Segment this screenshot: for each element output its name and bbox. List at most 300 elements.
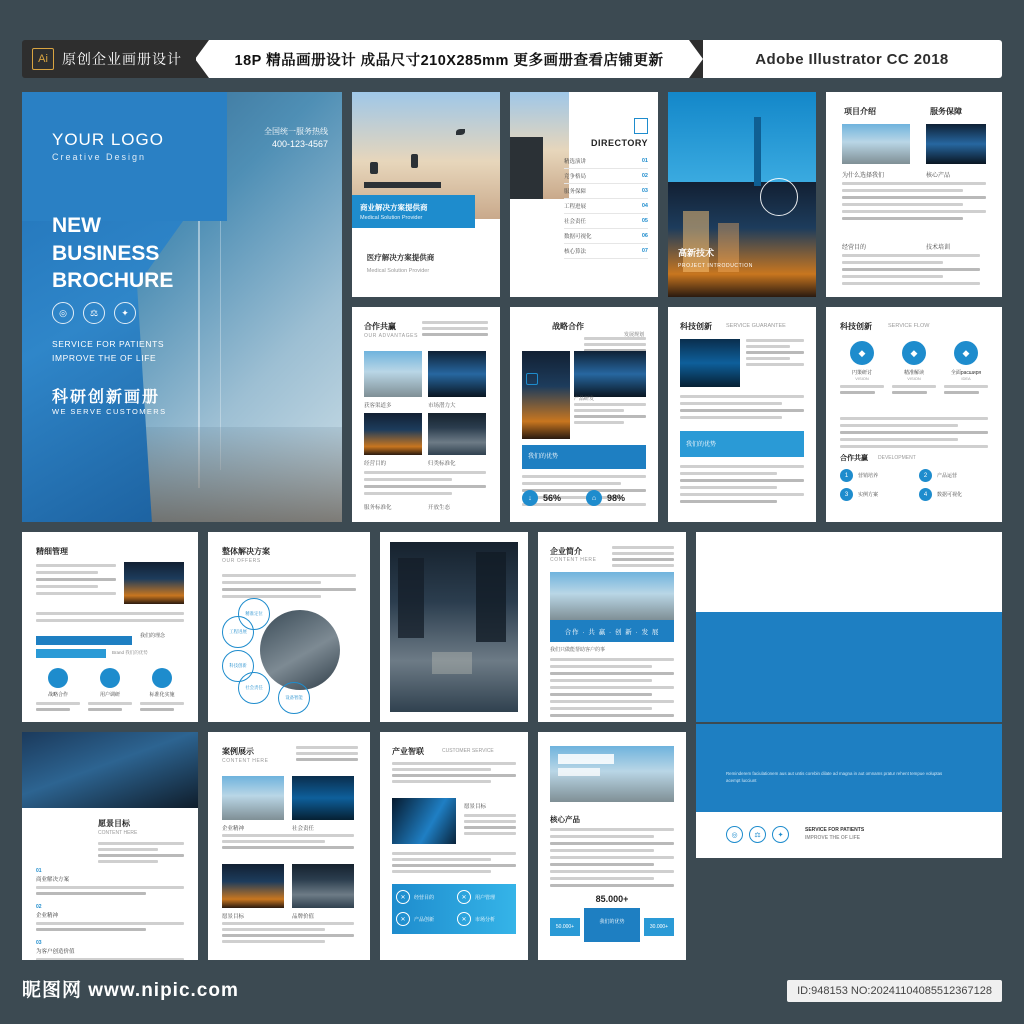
text-line — [98, 842, 184, 845]
industry-photo — [392, 798, 456, 844]
directory-item-label: 核心算法 — [564, 249, 587, 255]
flow-title-en: SERVICE FLOW — [888, 323, 930, 329]
solutions-title-en: OUR OFFERS — [222, 558, 261, 564]
solutions-photo-circle — [260, 610, 340, 690]
fine-item[interactable] — [140, 668, 184, 711]
cover-title-line2: BUSINESS — [52, 241, 160, 265]
cases-bottom-lines — [222, 922, 354, 946]
industry-tag[interactable] — [457, 890, 512, 904]
flow-lines — [840, 417, 988, 452]
text-line — [392, 864, 516, 867]
text-line — [364, 471, 486, 474]
directory-item-label: 社会责任 — [564, 219, 587, 225]
text-line — [680, 395, 804, 398]
vision-header-lines — [98, 842, 184, 866]
company-title-cn: 企业简介 — [550, 547, 582, 556]
core-overlay-bar-2 — [558, 768, 600, 776]
fine-item-label: 用户调研 — [99, 692, 120, 698]
industry-caption: 愿景目标 — [464, 804, 487, 810]
flow-step-number: 3 — [840, 488, 853, 501]
vision-item[interactable] — [36, 940, 184, 960]
text-line — [550, 849, 654, 852]
medical-tag — [352, 195, 475, 228]
blue-bottom-icons — [726, 826, 864, 843]
flow-step[interactable] — [919, 469, 988, 482]
text-line — [392, 780, 491, 783]
text-line — [842, 210, 986, 213]
solution-bubble[interactable]: 社会责任 — [238, 672, 270, 704]
text-line — [680, 416, 782, 419]
flow-step-number: 4 — [919, 488, 932, 501]
text-line — [550, 856, 674, 859]
industry-tag[interactable] — [396, 912, 451, 926]
advantages-cap-3: 归类标准化 — [428, 461, 456, 467]
fine-item[interactable] — [88, 668, 132, 711]
text-line — [296, 758, 358, 761]
advantages-cap-5: 开放生态 — [428, 505, 451, 511]
flow-step[interactable] — [840, 488, 909, 501]
fine-item-label: 标准化实施 — [149, 692, 175, 698]
cases-label-1: 社会责任 — [292, 826, 315, 832]
text-line — [522, 482, 621, 485]
text-line — [392, 852, 516, 855]
notch-right — [689, 40, 703, 78]
solution-bubble[interactable]: 科技创新 — [222, 650, 254, 682]
flow-card-icon: ◆ — [850, 341, 874, 365]
text-line — [464, 820, 516, 823]
cover-title-line3: BROCHURE — [52, 269, 174, 293]
fine-item-icon — [152, 668, 172, 688]
text-line — [464, 814, 516, 817]
cases-header-lines — [296, 746, 358, 764]
text-line — [574, 421, 624, 424]
text-line — [296, 746, 358, 749]
text-line — [36, 585, 98, 588]
vision-item-number: 02 — [36, 904, 42, 910]
page-strategy — [510, 307, 658, 522]
directory-title: DIRECTORY — [590, 138, 648, 148]
directory-icon — [634, 118, 648, 134]
text-line — [574, 409, 624, 412]
text-line — [680, 402, 782, 405]
text-line — [222, 940, 325, 943]
text-line — [422, 333, 488, 336]
text-line — [36, 612, 184, 615]
text-line — [222, 840, 325, 843]
leaf-icon: ✦ — [114, 302, 136, 324]
fine-item[interactable] — [36, 668, 80, 711]
page-vision — [22, 732, 198, 960]
text-line — [840, 431, 988, 434]
industry-header-lines — [392, 762, 516, 786]
industry-tag-icon: ✕ — [457, 890, 471, 904]
industry-title-en: CUSTOMER SERVICE — [442, 748, 494, 754]
flow-card-subtitle: IDEA — [961, 376, 971, 381]
page-blue-list — [696, 532, 1002, 722]
fine-items — [36, 668, 184, 711]
text-line — [392, 870, 491, 873]
strategy-banner: 我们的优势 — [528, 454, 559, 460]
directory-item-number: 06 — [641, 233, 648, 239]
directory-item[interactable] — [564, 244, 648, 259]
cover-tagline — [52, 337, 164, 366]
text-line — [550, 877, 654, 880]
flow-card[interactable] — [892, 341, 936, 394]
top-banner-right — [702, 40, 1002, 78]
page-solutions — [208, 532, 370, 722]
text-line — [550, 693, 652, 696]
directory-item-number: 04 — [641, 203, 648, 209]
flow-card-title: 全面расширя — [950, 370, 982, 376]
top-banner — [22, 40, 1002, 78]
vision-items — [36, 868, 184, 960]
strategy-cap-top: 发展规划 — [623, 332, 644, 338]
text-line — [612, 558, 674, 561]
industry-tag-label: 经营目的 — [414, 894, 435, 901]
directory-item-label: 竞争格局 — [564, 174, 587, 180]
page-hitech — [668, 92, 816, 297]
cover-title — [52, 212, 173, 295]
company-title-en: CONTENT HERE — [550, 557, 597, 563]
flow-card-subtitle: VISION — [907, 376, 921, 381]
text-line — [364, 478, 452, 481]
cover-tagline-1: SERVICE FOR PATIENTS — [52, 339, 165, 349]
text-line — [840, 417, 988, 420]
page-blue-list-lower — [696, 724, 1002, 858]
strategy-title-cn: 战略合作 — [552, 322, 584, 331]
page-project-intro — [826, 92, 1002, 297]
fine-top-lines — [36, 564, 116, 599]
text-line — [392, 762, 516, 765]
text-line — [680, 486, 777, 489]
text-line — [222, 834, 354, 837]
text-line — [364, 492, 452, 495]
flow-card-icon: ◆ — [902, 341, 926, 365]
text-line — [746, 357, 790, 360]
industry-tag[interactable] — [396, 890, 451, 904]
project-intro-title-right: 服务保障 — [930, 107, 962, 116]
hitech-ring-icon — [760, 178, 798, 216]
hotline-number: 400-123-4567 — [271, 139, 328, 149]
top-banner-left-title: 原创企业画册设计 — [62, 51, 182, 67]
text-line — [574, 403, 646, 406]
cases-title-en: CONTENT HERE — [222, 758, 269, 764]
vision-item-number: 03 — [36, 940, 42, 946]
cases-mid-lines — [222, 834, 354, 852]
flow-step-label: 实例方案 — [858, 492, 879, 498]
page-guarantee — [668, 307, 816, 522]
solution-bubble[interactable]: 设备智能 — [278, 682, 310, 714]
text-line — [36, 564, 116, 567]
page-fine-management — [22, 532, 198, 722]
core-stat-right: 30.000+ — [649, 924, 669, 930]
text-line — [550, 870, 674, 873]
globe-icon: ◎ — [726, 826, 743, 843]
directory-item[interactable] — [564, 199, 648, 214]
project-intro-title-left: 项目介绍 — [844, 107, 876, 116]
fine-mid-lines — [36, 612, 184, 626]
text-line — [98, 854, 184, 857]
text-line — [392, 768, 491, 771]
flow-title-cn: 科技创新 — [840, 322, 872, 331]
solutions-title-cn: 整体解决方案 — [222, 547, 270, 556]
text-line — [222, 934, 354, 937]
directory-item-number: 07 — [641, 248, 648, 254]
cover-cn-title: 科研创新画册 — [52, 389, 161, 406]
directory-item[interactable] — [564, 229, 648, 244]
flow-step-number: 2 — [919, 469, 932, 482]
core-stat-left: 50.000+ — [555, 924, 575, 930]
directory-item[interactable] — [564, 214, 648, 229]
guarantee-title-cn: 科技创新 — [680, 322, 712, 331]
site-watermark: 昵图网 www.nipic.com — [22, 980, 239, 1001]
company-banner: 合作 · 共 赢 · 创 新 · 发 展 — [564, 628, 660, 636]
text-line — [550, 842, 674, 845]
strategy-mid-lines — [574, 403, 646, 427]
text-line — [746, 363, 804, 366]
strategy-cap-mid: 产品研发 — [574, 396, 595, 402]
directory-item[interactable] — [564, 154, 648, 169]
text-line — [222, 574, 356, 577]
vision-item[interactable] — [36, 904, 184, 931]
flow-card[interactable] — [944, 341, 988, 394]
text-line — [584, 343, 646, 346]
company-body-lines — [550, 658, 674, 721]
page-flow — [826, 307, 1002, 522]
text-line — [612, 564, 674, 567]
download-icon: ↓ — [522, 490, 538, 506]
advantages-header-lines — [422, 321, 488, 339]
flow-step-label: 产品运营 — [937, 473, 958, 479]
text-line — [612, 546, 674, 549]
flow-steps — [840, 469, 988, 501]
cases-label-0: 企业精神 — [222, 826, 245, 832]
text-line — [550, 835, 654, 838]
text-line — [36, 571, 98, 574]
text-line — [680, 493, 804, 496]
flow-cards — [840, 341, 988, 394]
medical-caption-en: Medical Solution Provider — [366, 268, 430, 275]
page-advantages — [352, 307, 500, 522]
flow-card-title: 精准解读 — [903, 370, 924, 376]
core-overlay-bar-1 — [558, 754, 614, 764]
solution-bubble[interactable]: 精准定位 — [238, 598, 270, 630]
cases-title-cn: 案例展示 — [222, 747, 254, 756]
vision-item[interactable] — [36, 868, 184, 895]
text-line — [680, 409, 804, 412]
advantages-cap-0: 获客渠道多 — [364, 403, 392, 409]
directory-item-number: 05 — [641, 218, 648, 224]
cases-label-2: 愿景目标 — [222, 914, 245, 920]
industry-tag-label: 产品创新 — [414, 916, 435, 923]
directory-item[interactable] — [564, 184, 648, 199]
text-line — [842, 196, 986, 199]
solution-bubble[interactable]: 工程进展 — [222, 616, 254, 648]
text-line — [842, 189, 963, 192]
vision-item-label: 企业精神 — [36, 913, 59, 919]
project-cap-right2: 技术培训 — [926, 245, 951, 251]
text-line — [550, 707, 652, 710]
handshake-icon: ⚖ — [749, 826, 766, 843]
directory-item-label: 服务保障 — [564, 189, 587, 195]
text-line — [392, 858, 491, 861]
industry-mid-lines — [392, 852, 516, 876]
advantages-cap-1: 市场潜力大 — [428, 403, 456, 409]
text-line — [840, 445, 988, 448]
text-line — [550, 686, 674, 689]
text-line — [550, 658, 674, 661]
blue-paragraph: Reminderem faciulationem aus aut untis corebin dilate ad magna in aut omnams pratur rehent tempue voluptas acempt lucciunt — [726, 771, 943, 784]
industry-tags — [396, 890, 512, 926]
strategy-stat-1-value: 56% — [543, 493, 562, 503]
core-stat-main: 85.000+ — [595, 894, 629, 904]
text-line — [842, 261, 943, 264]
industry-tag-icon: ✕ — [457, 912, 471, 926]
text-line — [550, 700, 674, 703]
top-banner-center-title: 18P 精品画册设计 成品尺寸210X285mm 更多画册查看店铺更新 — [234, 52, 664, 69]
cases-label-3: 品牌价值 — [292, 914, 315, 920]
flow-sub-cn: 合作共赢 — [840, 455, 868, 462]
guarantee-bottom-lines — [680, 465, 804, 507]
flow-step-number: 1 — [840, 469, 853, 482]
notch-left — [195, 40, 209, 78]
cover-logo — [52, 130, 164, 162]
advantages-cap-2: 经营目的 — [364, 461, 387, 467]
page-street-photo — [380, 532, 528, 722]
project-cap-left2: 经营目的 — [842, 245, 867, 251]
industry-tag-label: 市场分析 — [475, 916, 496, 923]
flow-card-title: 円策研讨 — [851, 370, 872, 376]
text-line — [222, 846, 354, 849]
page-cases — [208, 732, 370, 960]
text-line — [364, 485, 486, 488]
text-line — [550, 828, 674, 831]
text-line — [550, 665, 652, 668]
flow-card[interactable] — [840, 341, 884, 394]
text-line — [842, 182, 986, 185]
advantages-title-en: OUR ADVANTAGES — [364, 333, 419, 339]
cover-hotline — [264, 126, 328, 152]
fine-bar-label-2: Brand 我们的优势 — [112, 650, 148, 655]
globe-icon: ◎ — [52, 302, 74, 324]
strategy-stat-2-value: 98% — [607, 493, 626, 503]
fine-bar-label-1: 我们的理念 — [140, 633, 166, 639]
industry-right-lines — [464, 814, 516, 838]
text-line — [522, 475, 646, 478]
industry-tag[interactable] — [457, 912, 512, 926]
text-line — [222, 588, 356, 591]
strategy-stat-2 — [586, 490, 625, 506]
text-line — [746, 339, 804, 342]
flow-step-label: 营销培养 — [858, 473, 879, 479]
page-industry — [380, 732, 528, 960]
flow-step[interactable] — [919, 488, 988, 501]
flow-card-icon: ◆ — [954, 341, 978, 365]
industry-tag-icon: ✕ — [396, 912, 410, 926]
directory-item[interactable] — [564, 169, 648, 184]
text-line — [840, 438, 958, 441]
leaf-icon: ✦ — [772, 826, 789, 843]
text-line — [222, 581, 321, 584]
advantages-cap-4: 服务标准化 — [364, 505, 392, 511]
text-line — [98, 860, 158, 863]
advantages-title-cn: 合作共赢 — [364, 322, 396, 331]
directory-item-number: 01 — [641, 158, 648, 164]
text-line — [550, 679, 652, 682]
text-line — [680, 500, 777, 503]
medical-caption-cn: 医疗解决方案提供商 — [366, 252, 435, 262]
guarantee-banner: 我们的优势 — [686, 442, 717, 448]
flow-step-label: 数据可视化 — [937, 492, 963, 498]
text-line — [36, 578, 116, 581]
page-company — [538, 532, 686, 722]
text-line — [550, 863, 654, 866]
text-line — [464, 832, 516, 835]
text-line — [842, 254, 980, 257]
text-line — [746, 351, 804, 354]
blue-bottom-tag-1: SERVICE FOR PATIENTS — [805, 827, 865, 833]
text-line — [550, 884, 674, 887]
guarantee-right-lines — [746, 339, 804, 369]
text-line — [392, 774, 516, 777]
directory-item-number: 03 — [641, 188, 648, 194]
advantages-body-lines — [364, 471, 486, 499]
vision-item-label: 商业解决方案 — [36, 877, 70, 883]
top-banner-left — [22, 40, 196, 78]
strategy-stat-1 — [522, 490, 561, 506]
software-version-label: Adobe Illustrator CC 2018 — [755, 50, 949, 68]
medical-tag-cn: 商业解决方案提供商 — [360, 202, 428, 212]
hotline-label: 全国统一服务热线 — [264, 127, 328, 136]
text-line — [574, 415, 646, 418]
hitech-title-en: PROJECT INTRODUCTION — [678, 263, 753, 269]
guarantee-title-en: SERVICE GUARANTEE — [726, 323, 786, 329]
company-header-lines — [612, 546, 674, 570]
cover-logo-subtitle: Creative Design — [52, 152, 147, 162]
directory-item-label: 数据可视化 — [564, 234, 592, 240]
company-sub: 我们只做能帮助客户的事 — [550, 647, 606, 653]
text-line — [680, 479, 804, 482]
text-line — [842, 268, 980, 271]
top-banner-center — [196, 40, 702, 78]
blue-bottom-tag-2: IMPROVE THE OF LIFE — [805, 834, 861, 841]
text-line — [98, 848, 158, 851]
illustrator-icon: Ai — [32, 48, 54, 70]
text-line — [842, 217, 963, 220]
gear-icon — [526, 373, 538, 385]
page-directory — [510, 92, 658, 297]
project-intro-lines-2 — [842, 254, 986, 289]
cover-logo-text: YOUR LOGO — [52, 130, 164, 149]
core-lines — [550, 828, 674, 891]
fine-title-cn: 精细管理 — [36, 547, 68, 556]
project-cap-left: 为什么选择我们 — [842, 173, 885, 179]
solutions-lines — [222, 574, 356, 602]
project-intro-lines — [842, 182, 986, 224]
text-line — [550, 714, 674, 717]
text-line — [840, 424, 958, 427]
vision-item-label: 为客户创造价值 — [36, 949, 75, 955]
directory-item-label: 工程进展 — [564, 204, 587, 210]
industry-tag-label: 用户管理 — [475, 894, 496, 901]
text-line — [422, 321, 488, 324]
flow-step[interactable] — [840, 469, 909, 482]
cover-title-line1: NEW — [52, 214, 101, 237]
hitech-title-cn: 高新技术 — [678, 248, 715, 258]
text-line — [842, 275, 943, 278]
directory-list — [564, 154, 648, 259]
fine-item-label: 战略合作 — [47, 692, 68, 698]
